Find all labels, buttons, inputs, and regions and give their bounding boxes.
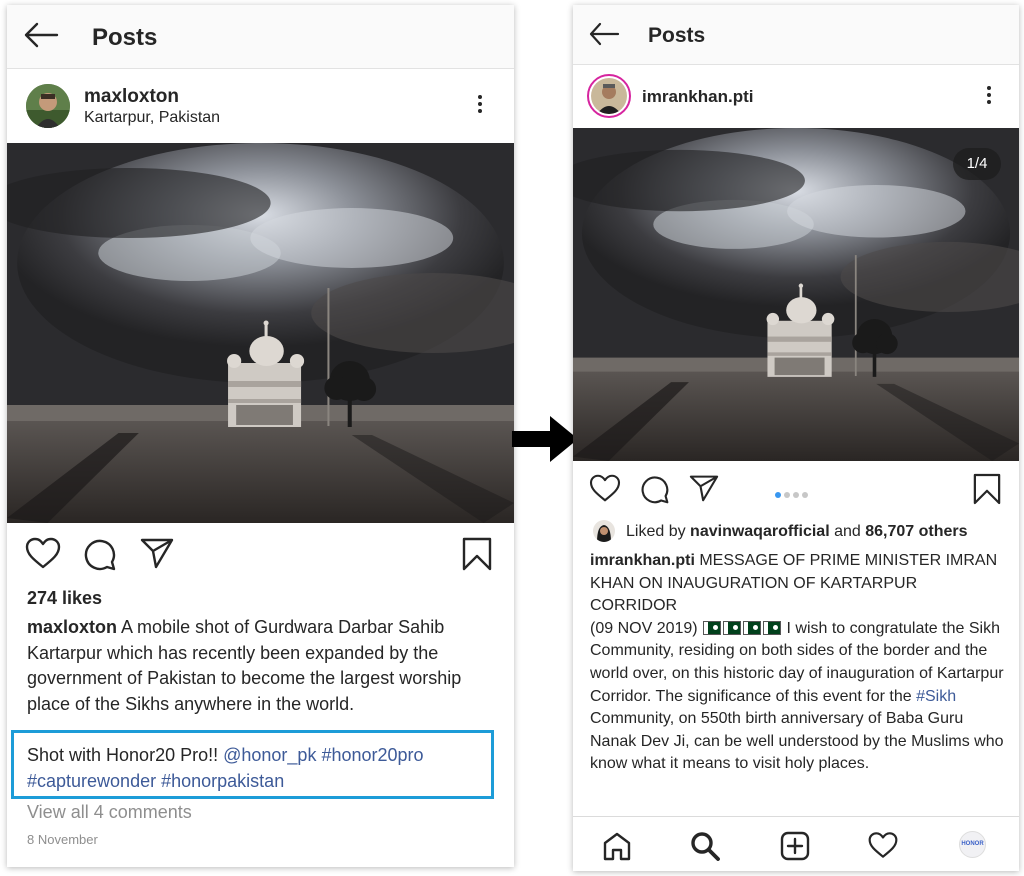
post-photo[interactable]: [7, 143, 514, 523]
caption-heading: MESSAGE OF PRIME MINISTER IMRAN KHAN ON INAUGURATION OF KARTARPUR CORRIDOR: [590, 552, 998, 615]
post-header: [7, 69, 514, 143]
username[interactable]: maxloxton: [84, 86, 180, 107]
pakistan-flag-icon: [724, 622, 740, 634]
caption-body: I wish to congratulate the Sikh Community, residing on both sides of the border and the world over, on this historic day of inauguration of Kartarpur Corridor. The significance of this event for the: [590, 619, 1004, 705]
pakistan-flag-icon: [764, 622, 780, 634]
view-all-comments-link[interactable]: View all 4 comments: [27, 802, 192, 822]
hashtag-honorpakistan[interactable]: #honorpakistan: [161, 771, 285, 791]
caption-date: (09 NOV 2019): [590, 619, 703, 637]
hashtag-honor20pro[interactable]: #honor20pro: [321, 745, 424, 765]
comment-icon[interactable]: [640, 474, 670, 504]
heart-icon[interactable]: [25, 537, 61, 569]
post-caption: [590, 550, 1005, 776]
post-caption: [27, 615, 492, 717]
pakistan-flag-icon: [744, 622, 760, 634]
bottom-navigation: [573, 816, 1019, 871]
location[interactable]: Kartarpur, Pakistan: [84, 109, 221, 126]
profile-photo: [591, 78, 627, 114]
search-icon[interactable]: [690, 831, 720, 861]
profile-avatar[interactable]: HONOR: [959, 831, 986, 858]
liked-by-prefix: Liked by: [626, 523, 691, 540]
post-date: 8 November: [27, 832, 98, 847]
highlighted-caption: [27, 742, 487, 794]
post-photo[interactable]: [573, 128, 1019, 461]
liked-by-user[interactable]: navinwaqarofficial: [690, 523, 830, 540]
right-arrow-icon: [512, 414, 580, 464]
bookmark-icon[interactable]: [462, 537, 492, 571]
liked-by-text: [626, 523, 968, 541]
profile-photo: [26, 84, 70, 128]
likes-count[interactable]: 274 likes: [27, 588, 103, 608]
heart-icon[interactable]: [868, 831, 898, 859]
comment-icon[interactable]: [83, 537, 117, 571]
carousel-dots: [775, 485, 811, 503]
hashtag-capturewonder[interactable]: #capturewonder: [27, 771, 157, 791]
left-phone-screen: [7, 5, 514, 867]
liked-by-others[interactable]: 86,707 others: [865, 523, 968, 540]
gurdwara-photo: [7, 143, 514, 523]
gurdwara-photo: [573, 128, 1019, 461]
paper-plane-icon[interactable]: [140, 537, 174, 569]
pakistan-flag-icon: [704, 622, 720, 634]
home-icon[interactable]: [602, 831, 632, 861]
carousel-dot: [775, 492, 781, 498]
top-bar: [573, 5, 1019, 65]
caption-username[interactable]: maxloxton: [27, 617, 118, 637]
paper-plane-icon[interactable]: [689, 474, 719, 502]
heart-icon[interactable]: [589, 474, 621, 502]
caption-text: A mobile shot of Gurdwara Darbar Sahib Kartarpur which has recently been expanded by the government of Pakistan to become the largest worship place of the Sikhs anywhere in the world.: [27, 617, 462, 714]
hashtag-sikh[interactable]: #Sikh: [916, 687, 957, 705]
carousel-dot: [793, 492, 799, 498]
highlight-text: Shot with Honor20 Pro!!: [27, 745, 224, 765]
page-title: Posts: [648, 24, 706, 47]
caption-body-end: Community, on 550th birth anniversary of Baba Guru Nanak Dev Ji, can be well understood by the Muslims who know what it means to visit holy places.: [590, 710, 1004, 773]
back-arrow-icon[interactable]: [588, 22, 620, 46]
add-post-icon[interactable]: [780, 831, 810, 861]
bookmark-icon[interactable]: [973, 473, 1001, 505]
top-bar: [7, 5, 514, 69]
mention-honor-pk[interactable]: @honor_pk: [223, 745, 317, 765]
carousel-dot: [802, 492, 808, 498]
more-vertical-icon[interactable]: [983, 86, 995, 107]
avatar[interactable]: [26, 84, 70, 128]
carousel-counter: 1/4: [953, 148, 1001, 180]
more-vertical-icon[interactable]: [474, 95, 486, 116]
avatar[interactable]: [587, 74, 631, 118]
page-title: Posts: [92, 24, 158, 51]
right-phone-screen: [573, 5, 1019, 871]
post-header: [573, 65, 1019, 128]
liker-avatar[interactable]: [593, 520, 615, 542]
liked-by-and: and: [829, 523, 866, 540]
liker-photo: [593, 520, 615, 542]
back-arrow-icon[interactable]: [23, 22, 59, 48]
username[interactable]: imrankhan.pti: [642, 87, 754, 106]
carousel-dot: [784, 492, 790, 498]
caption-username[interactable]: imrankhan.pti: [590, 552, 695, 569]
